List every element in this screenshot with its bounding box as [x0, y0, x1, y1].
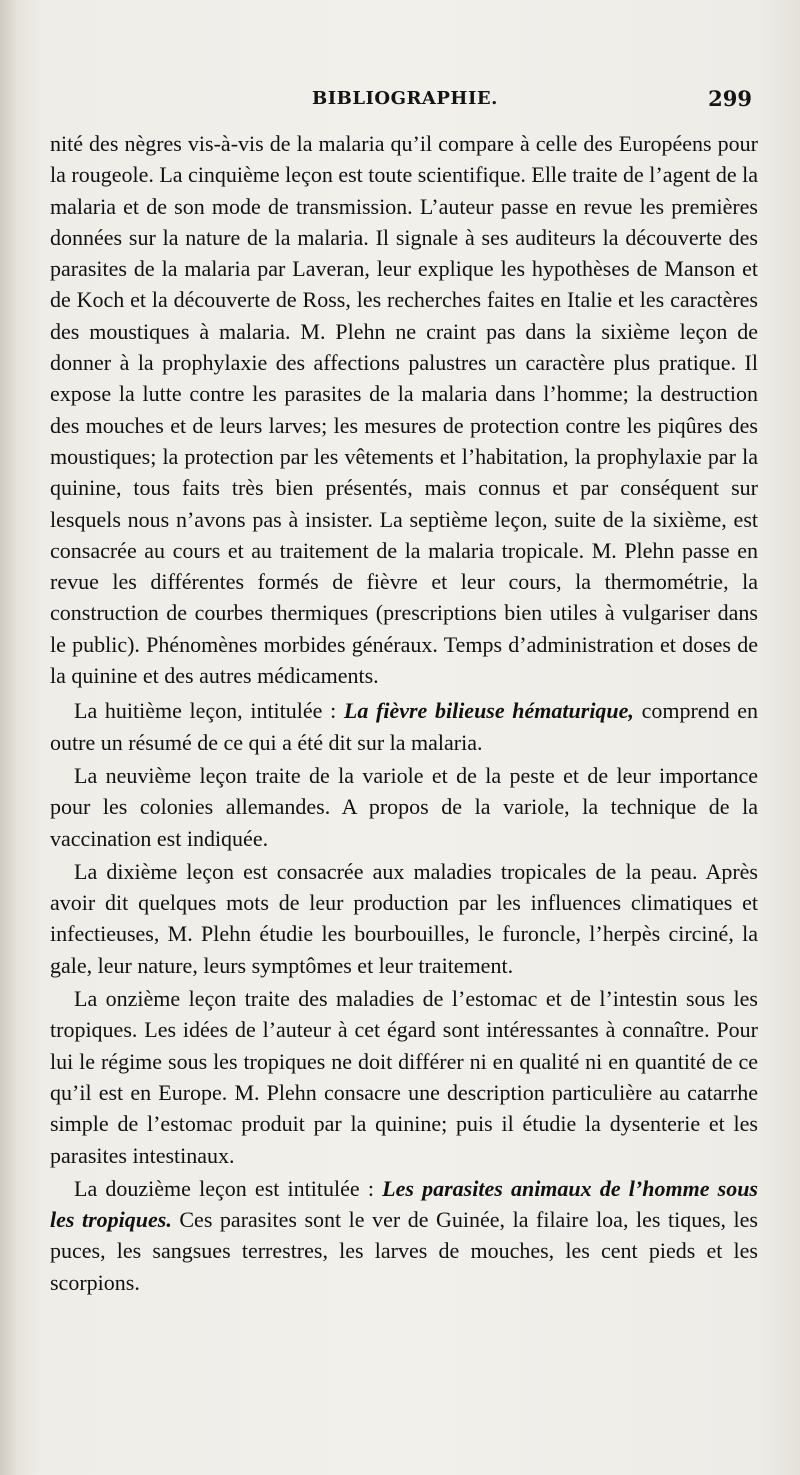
- page-number: 299: [708, 86, 752, 111]
- paragraph-1: nité des nègres vis-à-vis de la malaria qu’il compare à celle des Européens pour la rougeole. La cinquième leçon est toute scientifique. Elle traite de l’agent de la malaria et de son mode de transmission. L’auteur passe en revue les premières données sur la nature de la malaria. Il signale à ses auditeurs la découverte des parasites de la malaria par Laveran, leur explique les hypothèses de Manson et de Koch et la découverte de Ross, les recherches faites en Italie et les caractères des moustiques à malaria. M. Plehn ne craint pas dans la sixième leçon de donner à la prophylaxie des affections palustres un caractère plus pratique. Il expose la lutte contre les parasites de la malaria dans l’homme; la destruction des mouches et de leurs larves; les mesures de protection contre les piqûres des moustiques; la protection par les vêtements et l’habitation, la prophylaxie par la quinine, tous faits très bien présentés, mais connus et par conséquent sur lesquels nous n’avons pas à insister. La septième leçon, suite de la sixième, est consacrée au cours et au traitement de la malaria tropicale. M. Plehn passe en revue les différentes formés de fièvre et leur cours, la thermométrie, la construction de courbes thermiques (prescriptions bien utiles à vulgariser dans le public). Phénomènes morbides généraux. Temps d’administration et doses de la quinine et des autres médicaments.: [50, 131, 758, 689]
- paragraph-2: [50, 695, 758, 758]
- paragraph-3: La neuvième leçon traite de la variole et de la peste et de leur importance pour les colonies allemandes. A propos de la variole, la technique de la vaccination est indiquée.: [50, 762, 758, 851]
- paragraph-6-rest: Ces parasites sont le ver de Guinée, la filaire loa, les tiques, les puces, les sangsues terrestres, les larves de mouches, les cent pieds et les scorpions.: [50, 1207, 758, 1295]
- paragraph-6-lead: La douzième leçon est intitulée :: [74, 1175, 383, 1201]
- paragraph-2-title: La fièvre bilieuse hématurique,: [343, 698, 634, 724]
- paragraph-5: La onzième leçon traite des maladies de l’estomac et de l’intestin sous les tropiques. Les idées de l’auteur à cet égard sont intéressantes à connaître. Pour lui le régime sous les tropiques ne doit différer ni en qualité ni en quantité de ce qu’il est en Europe. M. Plehn consacre une description particulière au catarrhe simple de l’estomac produit par la quinine; puis il étudie la dysenterie et les parasites intestinaux.: [50, 986, 758, 1168]
- running-title: BIBLIOGRAPHIE.: [312, 88, 498, 109]
- paragraph-6: [50, 1173, 758, 1298]
- paragraph-6-title: Les parasites animaux de l’homme sous les tropiques.: [50, 1175, 758, 1233]
- body-text: [50, 128, 758, 1298]
- paragraph-4: La dixième leçon est consacrée aux maladies tropicales de la peau. Après avoir dit quelques mots de leur production par les influences climatiques et infectieuses, M. Plehn étudie les bourbouilles, le furoncle, l’herpès circiné, la gale, leur nature, leurs symptômes et leur traitement.: [50, 858, 758, 978]
- paragraph-2-rest: comprend en outre un résumé de ce qui a été dit sur la malaria.: [50, 698, 759, 755]
- running-head: [50, 86, 758, 116]
- paragraph-2-lead: La huitième leçon, intitulée :: [74, 698, 344, 724]
